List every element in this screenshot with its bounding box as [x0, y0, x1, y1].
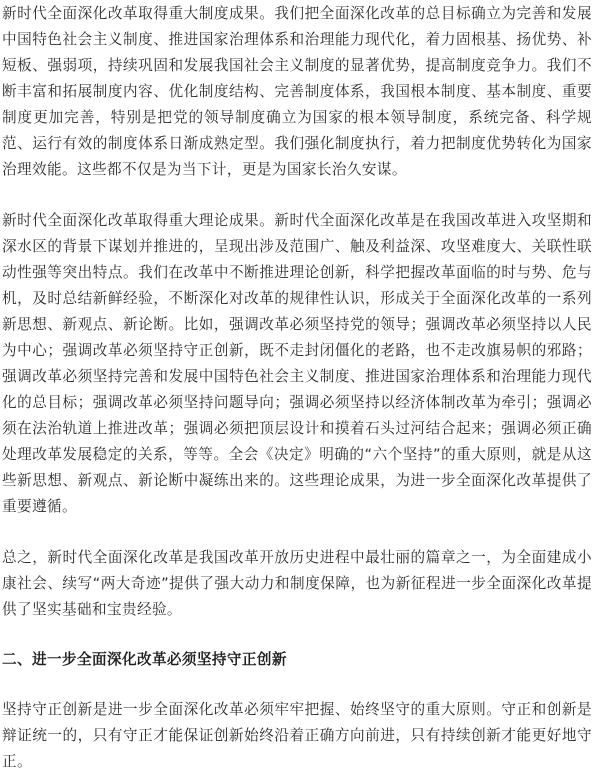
paragraph-summary: 总之，新时代全面深化改革是我国改革开放历史进程中最壮丽的篇章之一，为全面建成小康社会、续写“两大奇迹”提供了强大动力和制度保障，也为新征程进一步全面深化改革提供了坚实基础和宝贵经验。 [2, 549, 592, 618]
paragraph-institutional-achievements: 新时代全面深化改革取得重大制度成果。我们把全面深化改革的总目标确立为完善和发展中国特色社会主义制度、推进国家治理体系和治理能力现代化，着力固根基、扬优势、补短板、强弱项，持续巩固和发展我国社会主义制度的显著优势，提高制度竞争力。我们不断丰富和拓展制度内容、优化制度结构、完善制度体系，我国根本制度、基本制度、重要制度更加完善，特别是把党的领导制度确立为国家的根本领导制度，系统完备、科学规范、运行有效的制度体系日渐成熟定型。我们强化制度执行，着力把制度优势转化为国家治理效能。这些都不仅是为当下计，更是为国家长治久安谋。 [2, 5, 592, 178]
paragraph-upholding-innovation: 坚持守正创新是进一步全面深化改革必须牢牢把握、始终坚守的重大原则。守正和创新是辩证统一的，只有守正才能保证创新始终沿着正确方向前进，只有持续创新才能更好地守正。 [2, 701, 592, 770]
section-heading: 二、进一步全面深化改革必须坚持守正创新 [2, 651, 287, 668]
paragraph-spacer [2, 520, 592, 545]
paragraph-spacer [2, 623, 592, 647]
paragraph-spacer [2, 673, 592, 697]
paragraph-theoretical-achievements: 新时代全面深化改革取得重大理论成果。新时代全面深化改革是在我国改革进入攻坚期和深水区的背景下谋划并推进的，呈现出涉及范围广、触及利益深、攻坚难度大、关联性联动性强等突出特点。我们在改革中不断推进理论创新，科学把握改革面临的时与势、危与机，及时总结新鲜经验，不断深化对改革的规律性认识，形成关于全面深化改革的一系列新思想、新观点、新论断。比如，强调改革必须坚持党的领导；强调改革必须坚持以人民为中心；强调改革必须坚持守正创新，既不走封闭僵化的老路，也不走改旗易帜的邪路；强调改革必须坚持完善和发展中国特色社会主义制度、推进国家治理体系和治理能力现代化的总目标；强调改革必须坚持问题导向；强调必须坚持以经济体制改革为牵引；强调必须在法治轨道上推进改革；强调必须把顶层设计和摸着石头过河结合起来；强调必须正确处理改革发展稳定的关系，等等。全会《决定》明确的“六个坚持”的重大原则，就是从这些新思想、新观点、新论断中凝练出来的。这些理论成果，为进一步全面深化改革提供了重要遵循。 [2, 212, 592, 515]
article-body [0, 1, 594, 775]
paragraph-spacer [2, 183, 592, 208]
